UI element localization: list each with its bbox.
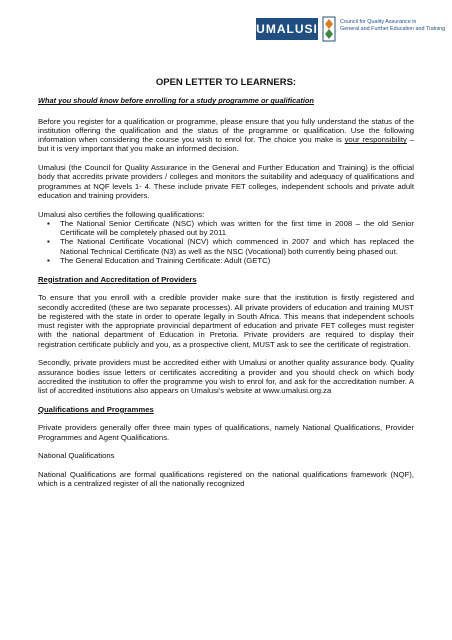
list-item: ▪ The National Certificate Vocational (NCV) which commenced in 2007 and which has replaced the National Technical Certificate (N3) as well as the NSC (Vocational) both currently being phased out. xyxy=(60,237,414,256)
qualifications-paragraph-1: Private providers generally offer three main types of qualifications, namely National Qualifications, Provider Programmes and Agent Qualifications. xyxy=(38,423,414,442)
intro-text-end: – but it is very important that you make an informed decision. xyxy=(38,135,414,154)
certifies-intro: Umalusi also certifies the following qualifications: xyxy=(38,209,205,219)
intro-emphasis: your responsibility xyxy=(344,135,407,145)
umalusi-emblem-icon xyxy=(322,16,336,42)
list-item: ▪ The National Senior Certificate (NSC) which was written for the first time in 2008 – the old Senior Certificate will be completely phased out by 2011 xyxy=(60,219,414,238)
list-item: ▪ The General Education and Training Certificate: Adult (GETC) xyxy=(60,256,414,265)
national-qualifications-subheading: National Qualifications xyxy=(38,451,115,461)
section-heading-qualifications: Qualifications and Programmes xyxy=(38,404,154,414)
letterhead xyxy=(0,0,452,62)
council-name xyxy=(340,19,448,33)
qualifications-paragraph-2: National Qualifications are formal qualifications registered on the national qualifications framework (NQF), which is a centralized register of all the nationally recognized xyxy=(38,469,414,489)
council-line-1: Council for Quality Assurance in xyxy=(340,19,417,25)
council-line-2: General and Further Education and Training xyxy=(340,26,446,32)
certification-list xyxy=(38,219,414,265)
page-subtitle: What you should know before enrolling for a study programme or qualification xyxy=(38,96,314,106)
page-title: OPEN LETTER TO LEARNERS: xyxy=(155,77,297,88)
section-heading-registration: Registration and Accreditation of Providers xyxy=(38,274,197,284)
umalusi-paragraph: Umalusi (the Council for Quality Assurance in the General and Further Education and Training) is the official body that accredits private providers / colleges and monitors the suitability and adequacy of qualifications and programmes at NQF levels 1- 4. These include private FET colleges, independent schools and private adult education and training providers. xyxy=(38,163,414,200)
registration-paragraph-1: To ensure that you enroll with a credible provider make sure that the institution is firstly registered and secondly accredited (these are two separate processes). All private providers of education and training MUST be registered with the state in order to operate legally in South Africa. This means that independent schools must register with the appropriate provincial department of education and private FET colleges must register with the national department of Education in Pretoria. Private providers are required to display their registration certificate publicly and you, as a prospective client, MUST ask to see the certificate of registration. xyxy=(38,293,414,349)
intro-text-start: Before you register for a qualification or programme, please ensure that you fully understand the status of the institution offering the qualification and the status of the programme or qualification. Use the following information when considering the course you wish to enrol for. The choice you make is xyxy=(38,116,414,145)
letter-body xyxy=(38,78,414,498)
registration-paragraph-2: Secondly, private providers must be accredited either with Umalusi or another quality assurance body. Quality assurance bodies issue letters or certificates accrediting a provider and you should check on which body accredited the institution to offer the programme you wish to enrol for, and ask for the accreditation number. A list of accredited institutions also appears on Umalusi's website at www.umalusi.org.za xyxy=(38,358,414,396)
intro-paragraph xyxy=(38,117,414,154)
umalusi-logo: UMALUSI xyxy=(256,18,318,40)
